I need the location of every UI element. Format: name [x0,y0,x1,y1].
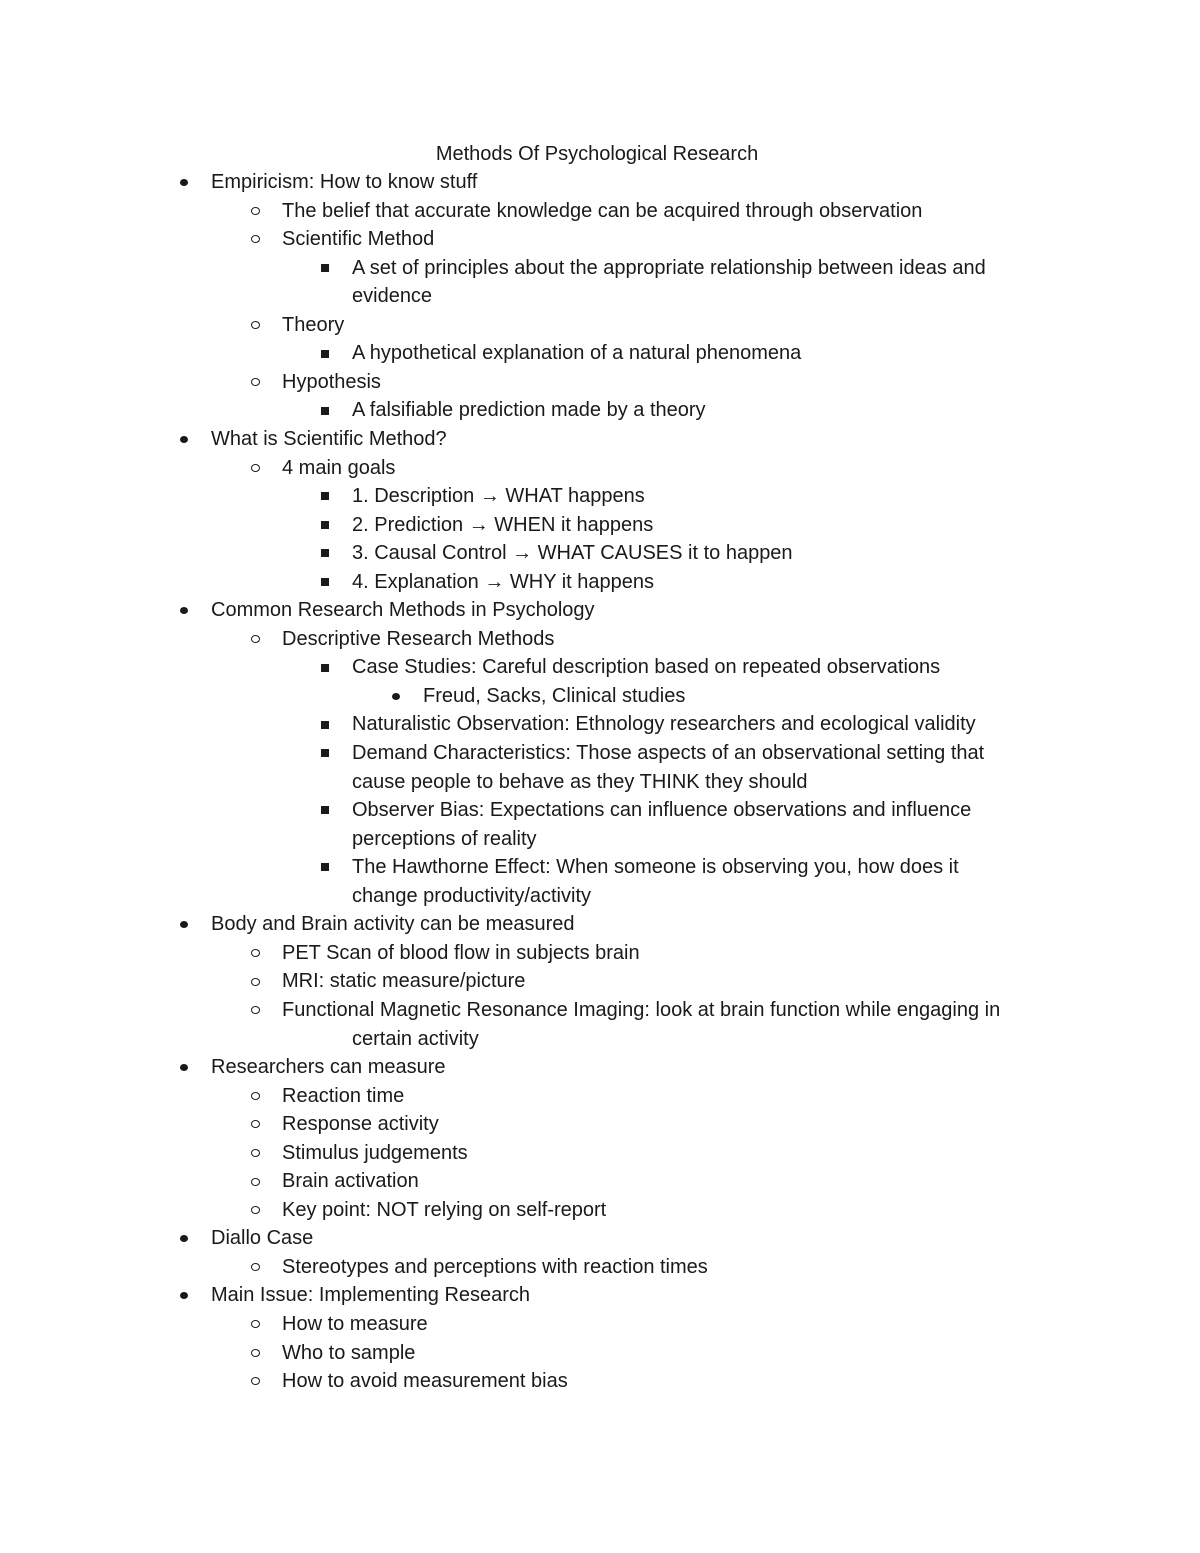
bullet-icon [315,511,335,540]
bullet-icon [245,1367,265,1396]
sq-bullet-icon [321,863,329,871]
sq-bullet-icon [321,806,329,814]
sq-bullet-icon [321,721,329,729]
bullet-icon [174,1053,194,1082]
circ-bullet-icon [251,207,260,215]
list-item-text: Diallo Case [211,1227,314,1250]
bullet-icon [245,1339,265,1368]
list-item-level-0 [0,1053,1200,1082]
list-item-level-1 [0,1139,1200,1168]
list-item-level-0 [0,596,1200,625]
bullet-icon [245,1253,265,1282]
circ-bullet-icon [251,635,260,643]
bullet-icon [174,1281,194,1310]
disc-bullet-icon [180,921,188,928]
list-item-text: Who to sample [282,1341,416,1364]
list-item-text: Theory [282,313,345,336]
list-item-level-2 [0,396,1200,425]
list-item-level-1 [0,225,1200,254]
list-item-text: Freud, Sacks, Clinical studies [423,684,686,707]
bullet-icon [245,625,265,654]
list-item-text: Naturalistic Observation: Ethnology researchers and ecological validity [352,713,976,736]
bullet-icon [245,197,265,226]
circ-bullet-icon [251,978,260,986]
bullet-icon [245,1167,265,1196]
circ-bullet-icon [251,1092,260,1100]
list-item-level-2 [0,710,1200,739]
bullet-icon [315,339,335,368]
bullet-icon [174,910,194,939]
list-item-text: How to avoid measurement bias [282,1370,568,1393]
list-item-level-0 [0,425,1200,454]
list-item-level-1 [0,1367,1200,1396]
list-item-level-2 [0,739,1200,768]
circ-bullet-icon [251,1349,260,1357]
sq-bullet-icon [321,664,329,672]
bullet-icon [315,396,335,425]
list-item-text: How to measure [282,1313,428,1335]
list-item-level-2 [0,796,1200,825]
list-item-text: certain activity [352,1027,479,1050]
list-item-level-0 [0,910,1200,939]
document-title: Methods Of Psychological Research [435,143,759,165]
list-item-text: Descriptive Research Methods [282,627,555,650]
bullet-icon [174,168,194,197]
list-item-text: Common Research Methods in Psychology [211,599,595,622]
list-item-text: Reaction time [282,1084,405,1107]
list-item-level-0 [0,1281,1200,1310]
disc-bullet-icon [180,436,188,443]
list-item-text: What is Scientific Method? [211,427,447,450]
list-item-text: Functional Magnetic Resonance Imaging: look at brain function while engaging in [282,998,1001,1021]
list-item-text: Hypothesis [282,370,381,393]
circ-bullet-icon [251,1120,260,1128]
circ-bullet-icon [251,1006,260,1014]
list-item-level-1 [0,1310,1200,1339]
list-item-level-1 [0,1196,1200,1225]
bullet-icon [245,1082,265,1111]
list-item-level-2 [0,511,1200,540]
list-item-text: Response activity [282,1113,439,1136]
bullet-icon [315,739,335,768]
disc-bullet-icon [392,693,400,700]
bullet-icon [174,425,194,454]
sq-bullet-icon [321,407,329,415]
bullet-icon [315,653,335,682]
circ-bullet-icon [251,1206,260,1214]
list-item-text: Empiricism: How to know stuff [211,171,478,193]
circ-bullet-icon [251,1149,260,1157]
circ-bullet-icon [251,235,260,243]
list-item-level-1 [0,996,1200,1025]
bullet-icon [245,967,265,996]
list-item-text: 1. Description → WHAT happens [352,485,645,508]
sq-bullet-icon [321,264,329,272]
list-item-text: Body and Brain activity can be measured [211,913,575,936]
list-item-level-1 [0,1082,1200,1111]
list-item-text: PET Scan of blood flow in subjects brain [282,941,640,964]
bullet-icon [245,1310,265,1339]
bullet-icon [386,682,406,711]
list-item-text: MRI: static measure/picture [282,970,526,993]
list-item-text: 4 main goals [282,456,396,479]
list-item-text: Observer Bias: Expectations can influence observations and influence [352,799,972,822]
list-item-level-3 [0,682,1200,711]
list-item-level-0 [0,1224,1200,1253]
circ-bullet-icon [251,378,260,386]
bullet-icon [245,1110,265,1139]
list-item-text: change productivity/activity [352,884,592,907]
circ-bullet-icon [251,949,260,957]
list-item-level-1 [0,454,1200,483]
list-item-level-1 [0,368,1200,397]
list-item-level-1 [0,1110,1200,1139]
list-item-text: A falsifiable prediction made by a theory [352,399,706,422]
circ-bullet-icon [251,321,260,329]
list-item-text: cause people to behave as they THINK they should [352,770,808,793]
list-item-text: Demand Characteristics: Those aspects of an observational setting that [352,742,985,764]
bullet-icon [315,482,335,511]
list-item-continuation [0,825,1200,854]
list-item-continuation [0,768,1200,797]
list-item-text: Researchers can measure [211,1056,446,1079]
disc-bullet-icon [180,607,188,614]
list-item-level-1 [0,1339,1200,1368]
circ-bullet-icon [251,464,260,472]
bullet-icon [245,1139,265,1168]
sq-bullet-icon [321,578,329,586]
bullet-icon [245,1196,265,1225]
list-item-text: A hypothetical explanation of a natural phenomena [352,342,802,365]
list-item-level-1 [0,625,1200,654]
disc-bullet-icon [180,1292,188,1299]
disc-bullet-icon [180,179,188,186]
list-item-text: Main Issue: Implementing Research [211,1284,531,1307]
list-item-level-2 [0,653,1200,682]
disc-bullet-icon [180,1064,188,1071]
list-item-level-1 [0,197,1200,226]
sq-bullet-icon [321,549,329,557]
list-item-level-2 [0,254,1200,283]
circ-bullet-icon [251,1178,260,1186]
list-item-level-1 [0,1253,1200,1282]
list-item-level-1 [0,967,1200,996]
bullet-icon [315,853,335,882]
list-item-level-2 [0,568,1200,597]
list-item-text: Stereotypes and perceptions with reaction times [282,1255,708,1278]
list-item-level-2 [0,339,1200,368]
bullet-icon [245,225,265,254]
list-item-level-1 [0,311,1200,340]
list-item-text: Scientific Method [282,228,435,251]
list-item-text: A set of principles about the appropriate relationship between ideas and [352,256,986,279]
sq-bullet-icon [321,749,329,757]
list-item-text: Key point: NOT relying on self-report [282,1198,607,1221]
bullet-icon [245,996,265,1025]
list-item-level-1 [0,939,1200,968]
list-item-text: Brain activation [282,1170,419,1193]
bullet-icon [315,710,335,739]
list-item-level-0 [0,168,1200,197]
disc-bullet-icon [180,1235,188,1242]
list-item-continuation [0,882,1200,911]
list-item-level-2 [0,853,1200,882]
bullet-icon [245,939,265,968]
list-item-continuation [0,1025,1200,1054]
list-item-text: 2. Prediction → WHEN it happens [352,513,654,536]
list-item-level-2 [0,539,1200,568]
list-item-text: perceptions of reality [352,827,537,850]
list-item-text: The Hawthorne Effect: When someone is observing you, how does it [352,856,959,879]
sq-bullet-icon [321,521,329,529]
list-item-text: 3. Causal Control → WHAT CAUSES it to happen [352,542,793,565]
bullet-icon [315,539,335,568]
bullet-icon [245,311,265,340]
list-item-level-2 [0,482,1200,511]
sq-bullet-icon [321,492,329,500]
list-item-text: evidence [352,285,433,308]
bullet-icon [315,796,335,825]
bullet-icon [315,568,335,597]
bullet-icon [174,1224,194,1253]
circ-bullet-icon [251,1320,260,1328]
bullet-icon [245,454,265,483]
circ-bullet-icon [251,1377,260,1385]
list-item-text: Stimulus judgements [282,1141,468,1164]
circ-bullet-icon [251,1263,260,1271]
list-item-level-1 [0,1167,1200,1196]
bullet-icon [174,596,194,625]
bullet-icon [315,254,335,283]
bullet-icon [245,368,265,397]
list-item-text: Case Studies: Careful description based on repeated observations [352,656,941,679]
list-item-text: The belief that accurate knowledge can be acquired through observation [282,199,923,222]
sq-bullet-icon [321,350,329,358]
list-item-text: 4. Explanation → WHY it happens [352,570,655,593]
list-item-continuation [0,282,1200,311]
